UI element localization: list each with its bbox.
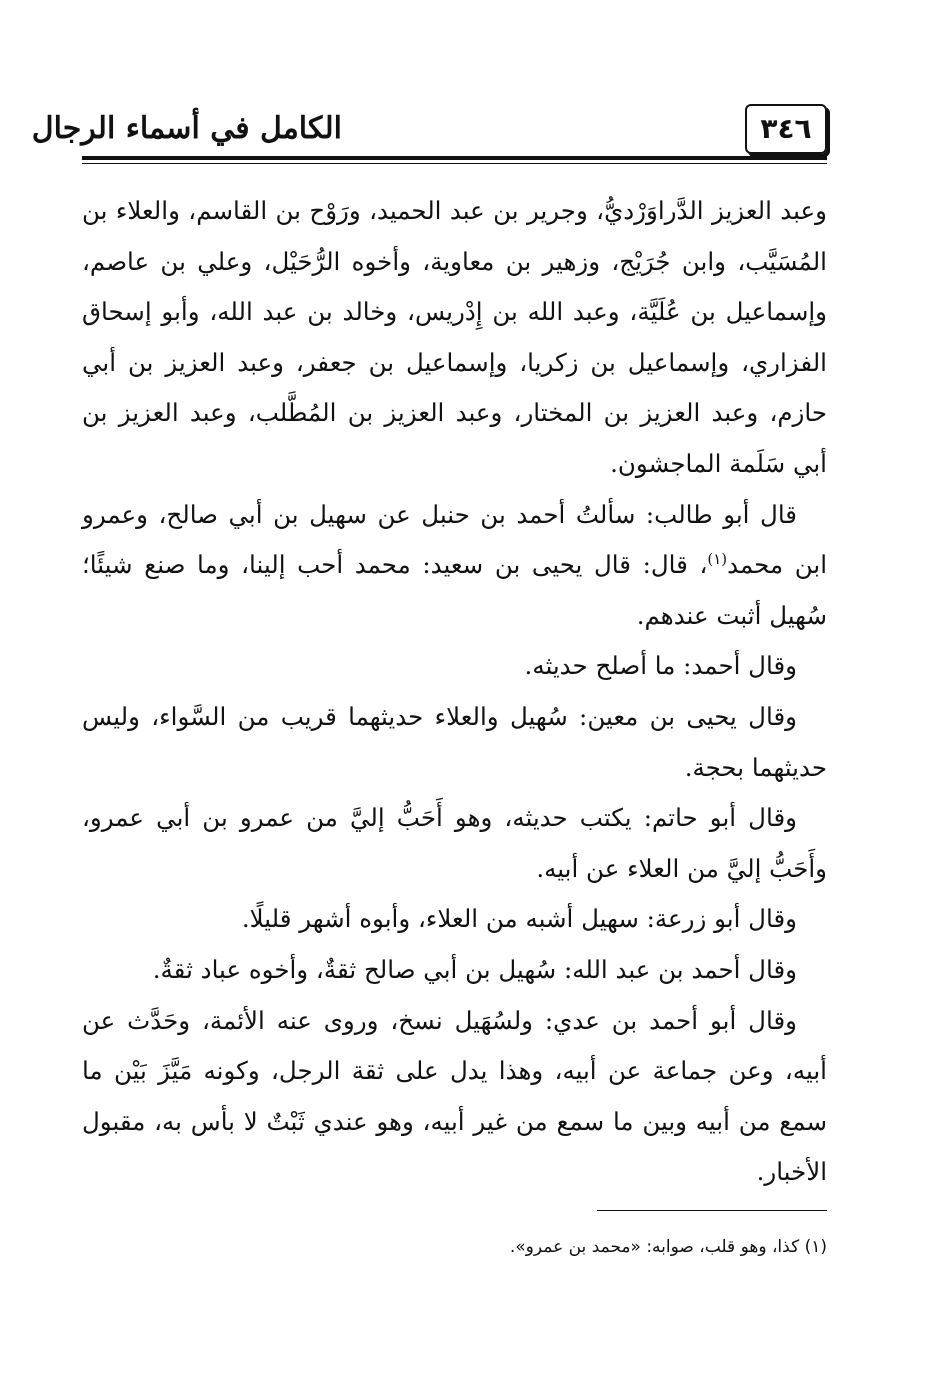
footnote-divider: [597, 1210, 827, 1211]
paragraph-narrators: وعبد العزيز الدَّراوَرْديُّ، وجرير بن عبد الحميد، ورَوْح بن القاسم، والعلاء بن المُسَيَّب، وابن جُرَيْج، وزهير بن معاوية، وأخوه الرُّحَيْل، وعلي بن عاصم، وإسماعيل بن عُلَيَّة، وعبد الله بن إِدْريس، وخالد بن عبد الله، وأبو إسحاق الفزاري، وإسماعيل بن زكريا، وإسماعيل بن جعفر، وعبد العزيز بن أبي حازم، وعبد العزيز بن المختار، وعبد العزيز بن المُطَّلب، وعبد العزيز بن أبي سَلَمة الماجشون.: [82, 196, 827, 478]
paragraph-ahmad-ibn-abdullah: وقال أحمد بن عبد الله: سُهيل بن أبي صالح ثقةٌ، وأخوه عباد ثقةٌ.: [152, 954, 797, 984]
page-number: ٣٤٦: [745, 104, 827, 154]
paragraph-ibn-adi: وقال أبو أحمد بن عدي: ولسُهَيل نسخ، وروى عنه الأئمة، وحَدَّث عن أبيه، وعن جماعة عن أبيه، وهذا يدل على ثقة الرجل، وكونه مَيَّزَ بَيْن ما سمع من أبيه وبين ما سمع من غير أبيه، وهو عندي ثَبْتٌ لا بأس به، مقبول الأخبار.: [82, 1005, 827, 1187]
paragraph-text: ، قال: قال يحيى بن سعيد: محمد أحب إلينا، وما صنع شيئًا؛ سُهيل أثبت عندهم.: [82, 550, 827, 630]
header-rule-thin: [82, 163, 827, 164]
header-rule-thick: [82, 156, 827, 160]
paragraph-abu-talib: [82, 490, 827, 642]
body-text: [82, 186, 827, 1198]
page-header: [31, 100, 827, 164]
paragraph-yahya-ibn-main: وقال يحيى بن معين: سُهيل والعلاء حديثهما قريب من السَّواء، وليس حديثهما بحجة.: [82, 701, 827, 782]
book-title: الكامل في أسماء الرجال: [31, 111, 342, 146]
footnote-reference[interactable]: (١): [707, 550, 728, 568]
paragraph-text: قال أبو طالب: سألتُ أحمد بن حنبل عن سهيل بن أبي صالح، وعمرو ابن محمد: [82, 499, 828, 580]
paragraph-abu-zura: وقال أبو زرعة: سهيل أشبه من العلاء، وأبوه أشهر قليلًا.: [241, 904, 797, 934]
paragraph-abu-hatim: وقال أبو حاتم: يكتب حديثه، وهو أَحَبُّ إليَّ من عمرو بن أبي عمرو، وأَحَبُّ إليَّ من العلاء عن أبيه.: [82, 803, 827, 883]
paragraph-ahmad: وقال أحمد: ما أصلح حديثه.: [524, 651, 797, 681]
footnote: (١) كذا، وهو قلب، صوابه: «محمد بن عمرو».: [509, 1237, 827, 1257]
